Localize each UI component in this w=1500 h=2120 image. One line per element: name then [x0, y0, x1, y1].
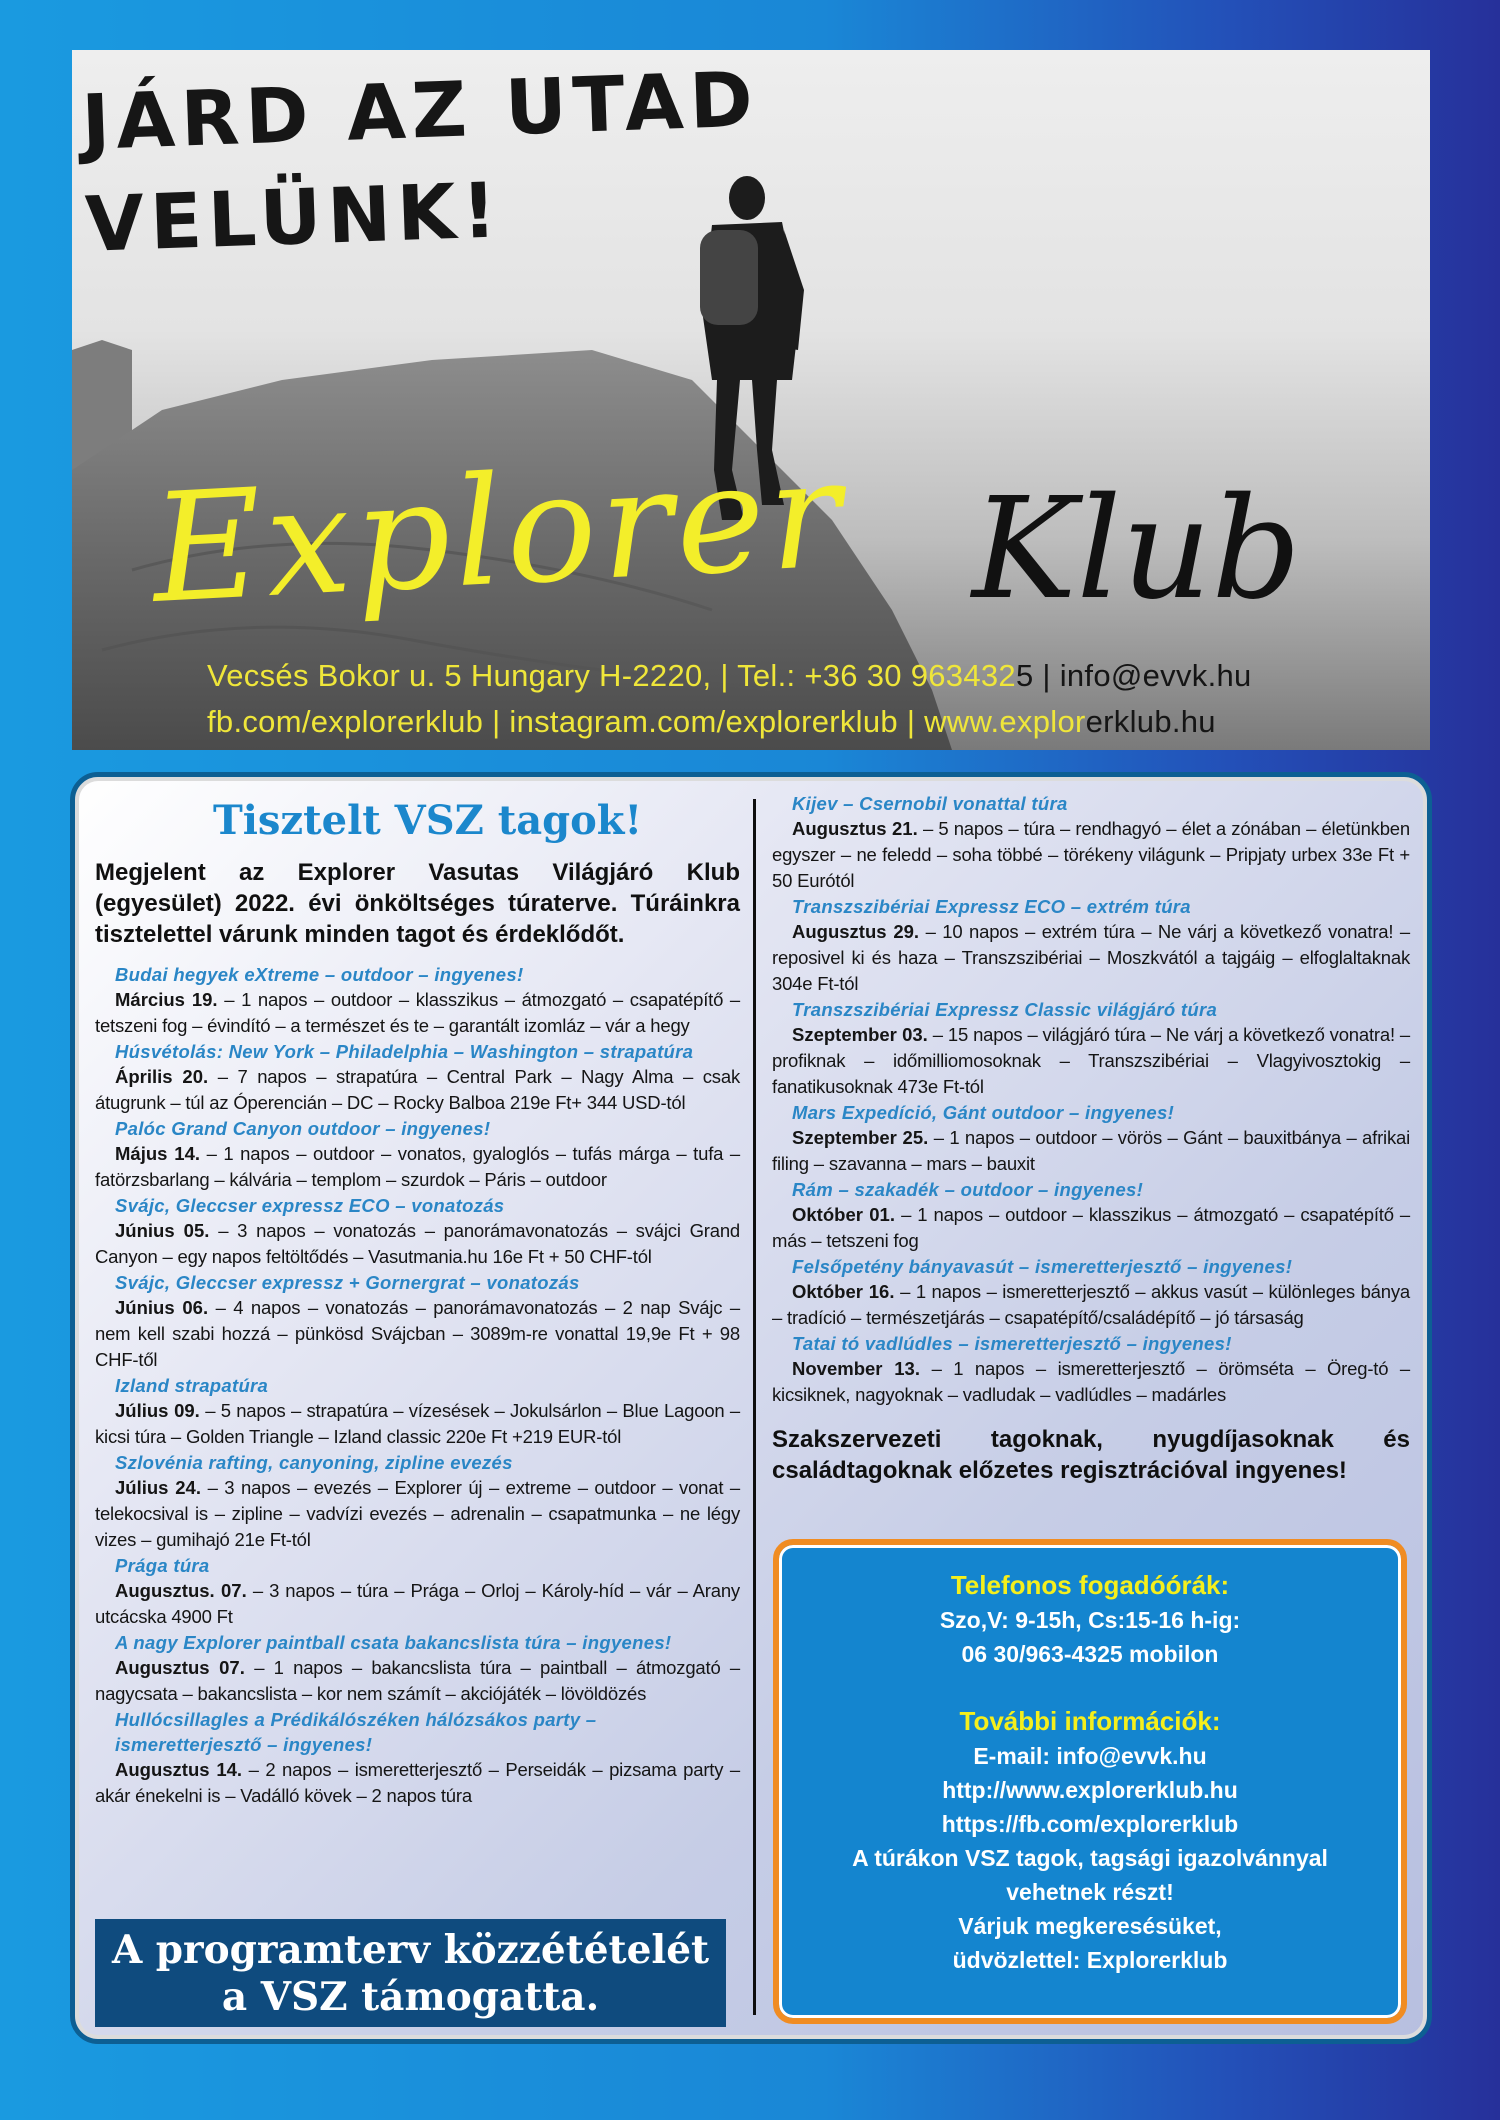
program-body: [772, 816, 1410, 894]
program-title: Palóc Grand Canyon outdoor – ingyenes!: [115, 1118, 491, 1139]
closing-line: Várjuk megkeresésüket,: [958, 1913, 1222, 1939]
program-body: [95, 1398, 740, 1450]
facebook-link[interactable]: https://fb.com/explorerklub: [941, 1811, 1239, 1837]
contact-social: fb.com/explorerklub | instagram.com/explorerklub | www.explor: [207, 704, 1086, 739]
program-title: Svájc, Gleccser expressz + Gornergrat – vonatozás: [115, 1272, 580, 1293]
program-body: [95, 1295, 740, 1373]
contact-address: Vecsés Bokor u. 5 Hungary H-2220, | Tel.: +36 30 963432: [207, 658, 1016, 693]
program-item: [772, 1331, 1410, 1408]
program-date: Április 20.: [115, 1066, 209, 1087]
program-title: Prága túra: [115, 1555, 210, 1576]
program-date: Május 14.: [115, 1143, 201, 1164]
program-desc: – 3 napos – evezés – Explorer új – extreme – outdoor – vonat – telekocsival is – zipline – vadvízi evezés – adrenalin – csapatmunka – ne légy vizes – gumihajó 21e Ft-tól: [95, 1477, 740, 1550]
program-date: Október 01.: [792, 1204, 895, 1225]
greeting-line: üdvözlettel: Explorerklub: [952, 1947, 1228, 1973]
program-body: [772, 1022, 1410, 1100]
program-title: Kijev – Csernobil vonattal túra: [792, 793, 1068, 814]
right-column: [772, 791, 1410, 1486]
membership-note-1: A túrákon VSZ tagok, tagsági igazolvánnyal: [852, 1845, 1328, 1871]
program-body: [95, 1475, 740, 1553]
program-title: Szlovénia rafting, canyoning, zipline evezés: [115, 1452, 513, 1473]
program-desc: – 5 napos – strapatúra – vízesések – Jokulsárlon – Blue Lagoon – kicsi túra – Golden Triangle – Izland classic 220e Ft +219 EUR-tól: [95, 1400, 740, 1447]
program-date: November 13.: [792, 1358, 920, 1379]
program-desc: – 5 napos – túra – rendhagyó – élet a zónában – életünkben egyszer – ne feledd – soha többé – törékeny világunk – Pripjaty urbex 33e Ft + 50 Eurótól: [772, 818, 1410, 891]
program-desc: – 1 napos – bakancslista túra – paintball – átmozgató – nagycsata – bakancslista – kor nem számít – akciójáték – lövöldözés: [95, 1657, 740, 1704]
program-desc: – 1 napos – ismeretterjesztő – akkus vasút – különleges bánya – tradíció – természetjárás – csapatépítő/családépítő – jó társaság: [772, 1281, 1410, 1328]
program-desc: – 15 napos – világjáró túra – Ne várj a következő vonatra! – profiknak – időmilliomosoknak – Transzszibériai – Vlagyivosztokig – fanatikusoknak 473e Ft-tól: [772, 1024, 1410, 1097]
contact-line-1: [207, 658, 1252, 694]
program-date: Június 06.: [115, 1297, 209, 1318]
slogan-line-1: JÁRD AZ UTAD: [80, 54, 761, 167]
program-item: [95, 1373, 740, 1450]
program-title: Budai hegyek eXtreme – outdoor – ingyenes!: [115, 964, 524, 985]
program-item: [95, 1039, 740, 1116]
program-body: [95, 987, 740, 1039]
program-body: [95, 1757, 740, 1809]
program-item: [772, 791, 1410, 894]
slogan: [80, 50, 787, 276]
program-item: [772, 1177, 1410, 1254]
program-title: Transzszibériai Expressz ECO – extrém túra: [792, 896, 1191, 917]
program-title: Húsvétolás: New York – Philadelphia – Washington – strapatúra: [115, 1041, 694, 1062]
program-desc: – 3 napos – vonatozás – panorámavonatozás – svájci Grand Canyon – egy napos feltöltődés – Vasutmania.hu 16e Ft + 50 CHF-tól: [95, 1220, 740, 1267]
program-title: Mars Expedíció, Gánt outdoor – ingyenes!: [792, 1102, 1175, 1123]
email-link[interactable]: E-mail: info@evvk.hu: [973, 1743, 1207, 1769]
program-desc: – 1 napos – outdoor – vörös – Gánt – bauxitbánya – afrikai filing – szavanna – mars – bauxit: [772, 1127, 1411, 1174]
program-desc: – 2 napos – ismeretterjesztő – Perseidák – pizsama party – akár énekelni is – Vadálló kövek – 2 napos túra: [95, 1759, 740, 1806]
program-title: Transzszibériai Expressz Classic világjáró túra: [792, 999, 1218, 1020]
program-body: [95, 1064, 740, 1116]
program-title: Rám – szakadék – outdoor – ingyenes!: [792, 1179, 1144, 1200]
more-info-heading: További információk:: [959, 1706, 1221, 1736]
program-item: [95, 1630, 740, 1707]
program-item: [95, 1270, 740, 1373]
program-body: [95, 1578, 740, 1630]
program-item: [772, 997, 1410, 1100]
hero-banner: [72, 50, 1430, 750]
program-date: Szeptember 03.: [792, 1024, 928, 1045]
program-desc: – 3 napos – túra – Prága – Orloj – Károly-híd – vár – Arany utcácska 4900 Ft: [95, 1580, 740, 1627]
phone-number: 06 30/963-4325 mobilon: [961, 1641, 1219, 1667]
program-date: Augusztus. 07.: [115, 1580, 247, 1601]
program-date: Június 05.: [115, 1220, 210, 1241]
program-desc: – 1 napos – outdoor – vonatos, gyaloglós – tufás márga – tufa – fatörzsbarlang – kálvária – templom – szurdok – Páris – outdoor: [95, 1143, 740, 1190]
support-banner: [95, 1919, 726, 2027]
contact-line-2: [207, 704, 1216, 740]
program-item: [772, 894, 1410, 997]
program-date: Július 09.: [115, 1400, 200, 1421]
program-title: Hullócsillagles a Prédikálószéken hálózsákos party – ismeretterjesztő – ingyenes!: [115, 1709, 597, 1755]
program-item: [772, 1254, 1410, 1331]
program-date: Augusztus 21.: [792, 818, 918, 839]
program-desc: – 7 napos – strapatúra – Central Park – Nagy Alma – csak átugrunk – túl az Óperencián – DC – Rocky Balboa 219e Ft+ 344 USD-tól: [95, 1066, 740, 1113]
program-title: Tatai tó vadlúdles – ismeretterjesztő – ingyenes!: [792, 1333, 1232, 1354]
support-line-2: a VSZ támogatta.: [221, 1974, 600, 2020]
program-item: [95, 1553, 740, 1630]
contact-info-box: [773, 1539, 1407, 2024]
outro-text: Szakszervezeti tagoknak, nyugdíjasoknak és családtagoknak előzetes regisztrációval ingyenes!: [772, 1426, 1410, 1484]
program-body: [772, 1356, 1410, 1408]
program-date: Július 24.: [115, 1477, 201, 1498]
program-date: Október 16.: [792, 1281, 895, 1302]
membership-note-2: vehetnek részt!: [1006, 1879, 1174, 1905]
program-date: Augusztus 29.: [792, 921, 920, 942]
brand-explorer: Explorer: [147, 426, 849, 638]
program-desc: – 1 napos – outdoor – klasszikus – átmozgató – csapatépítő – más – tetszeni fog: [772, 1204, 1410, 1251]
program-body: [772, 1202, 1410, 1254]
program-date: Augusztus 07.: [115, 1657, 245, 1678]
support-line-1: A programterv közzétételét: [111, 1927, 710, 1973]
column-divider: [753, 799, 756, 2015]
program-item: [95, 1450, 740, 1553]
program-panel: [70, 772, 1432, 2044]
phone-hours-heading: Telefonos fogadóórák:: [950, 1570, 1230, 1600]
program-item: [95, 1707, 740, 1809]
program-date: Szeptember 25.: [792, 1127, 929, 1148]
intro-text: Megjelent az Explorer Vasutas Világjáró Klub (egyesület) 2022. évi önköltséges túraterve. Túráinkra tisztelettel várunk minden tagot és érdeklődőt.: [95, 859, 740, 948]
program-title: Izland strapatúra: [115, 1375, 269, 1396]
page-title: Tisztelt VSZ tagok!: [212, 797, 643, 844]
website-link[interactable]: http://www.explorerklub.hu: [942, 1777, 1238, 1803]
contact-email: 5 | info@evvk.hu: [1015, 658, 1252, 693]
program-date: Augusztus 14.: [115, 1759, 243, 1780]
program-body: [772, 1125, 1410, 1177]
slogan-line-2: VELÜNK!: [83, 165, 504, 269]
program-date: Március 19.: [115, 989, 218, 1010]
program-body: [772, 1279, 1410, 1331]
program-body: [95, 1655, 740, 1707]
program-desc: – 1 napos – outdoor – klasszikus – átmozgató – csapatépítő – tetszeni fog – évindító – a természet és te – garantált izomláz – vár a hegy: [95, 989, 740, 1036]
program-title: A nagy Explorer paintball csata bakancslista túra – ingyenes!: [115, 1632, 672, 1653]
brand-klub: Klub: [972, 468, 1302, 631]
program-item: [772, 1100, 1410, 1177]
program-item: [95, 1193, 740, 1270]
contact-web: erklub.hu: [1085, 704, 1216, 739]
program-item: [95, 1116, 740, 1193]
program-desc: – 1 napos – ismeretterjesztő – örömséta – Öreg-tó – kicsiknek, nagyoknak – vadludak – vadlúdles – madárles: [772, 1358, 1410, 1405]
program-desc: – 10 napos – extrém túra – Ne várj a következő vonatra! – reposivel ki és haza – Transzszibériai – Moszkvától a tajgáig – elfoglaltaknak 304e Ft-tól: [772, 921, 1410, 994]
program-body: [95, 1141, 740, 1193]
left-column: [95, 795, 740, 1809]
program-title: Felsőpetény bányavasút – ismeretterjesztő – ingyenes!: [792, 1256, 1293, 1277]
program-desc: – 4 napos – vonatozás – panorámavonatozás – 2 nap Svájc – nem kell szabi hozzá – pünkösd Svájcban – 3089m-re vonattal 19,9e Ft + 98 CHF-től: [95, 1297, 740, 1370]
program-item: [95, 962, 740, 1039]
program-body: [95, 1218, 740, 1270]
program-title: Svájc, Gleccser expressz ECO – vonatozás: [115, 1195, 505, 1216]
phone-hours: Szo,V: 9-15h, Cs:15-16 h-ig:: [939, 1607, 1241, 1633]
program-body: [772, 919, 1410, 997]
